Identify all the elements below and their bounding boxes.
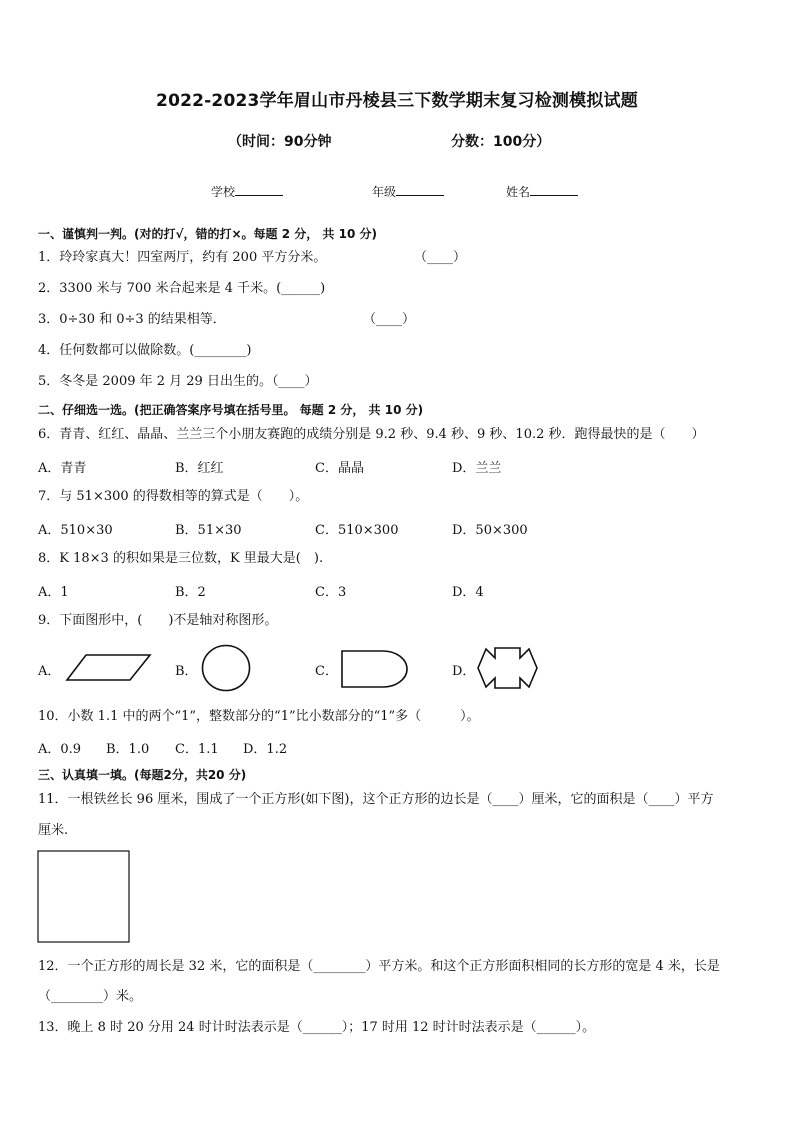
school-blank[interactable] [235,183,283,196]
q10-option-b[interactable]: B．1.0 [106,742,150,757]
school-field [211,183,283,200]
grade-label: 年级 [372,185,397,199]
question-2: 2．3300 米与 700 米合起来是 4 千米。(______) [38,281,326,296]
q6-option-d[interactable]: D．兰兰 [452,461,502,476]
section-choice-title: 二、仔细选一选。(把正确答案序号填在括号里。 每题 2 分， 共 10 分) [38,403,424,417]
q8-option-d[interactable]: D．4 [452,585,484,600]
q9-option-d[interactable]: D． [452,664,476,679]
arrow-cross-figure [475,643,541,693]
parallelogram-figure [64,652,154,684]
question-3: 3．0÷30 和 0÷3 的结果相等． [38,312,226,327]
grade-field [372,183,444,200]
square-figure [37,850,132,945]
q10-option-d[interactable]: D．1.2 [243,742,288,757]
exam-score: 分数：100分） [451,134,551,150]
q7-option-b[interactable]: B．51×30 [175,523,242,538]
semicircle-rectangle-figure [339,648,411,690]
q9-option-a[interactable]: A． [38,664,61,679]
q9-option-b[interactable]: B． [175,664,198,679]
q6-option-c[interactable]: C．晶晶 [315,461,364,476]
name-field [506,183,578,200]
question-9: 9．下面图形中，( )不是轴对称图形。 [38,613,278,628]
question-13: 13．晚上 8 时 20 分用 24 时计时法表示是（______）；17 时用 12 时计时法表示是（______）。 [38,1020,596,1035]
q8-option-a[interactable]: A．1 [38,585,69,600]
question-3-blank[interactable]: （____） [363,312,416,327]
circle-figure [200,643,254,693]
question-5: 5．冬冬是 2009 年 2 月 29 日出生的。（____） [38,374,318,389]
q10-option-c[interactable]: C．1.1 [175,742,219,757]
question-11-line-2: 厘米. [38,823,69,838]
question-7: 7．与 51×300 的得数相等的算式是（ ）。 [38,489,309,504]
q8-option-c[interactable]: C．3 [315,585,347,600]
q7-option-a[interactable]: A．510×30 [38,523,113,538]
section-judge-title: 一、谨慎判一判。(对的打√，错的打×。每题 2 分， 共 10 分) [38,227,377,241]
section-fill-title: 三、认真填一填。(每题2分，共20 分) [38,768,247,782]
q8-option-b[interactable]: B．2 [175,585,206,600]
grade-blank[interactable] [396,183,444,196]
q7-option-c[interactable]: C．510×300 [315,523,399,538]
page-title: 2022-2023学年眉山市丹棱县三下数学期末复习检测模拟试题 [156,91,638,111]
name-blank[interactable] [530,183,578,196]
question-12-line-1: 12．一个正方形的周长是 32 米，它的面积是（________）平方米。和这个正方形面积相同的长方形的宽是 4 米，长是 [38,959,720,974]
question-6: 6．青青、红红、晶晶、兰兰三个小朋友赛跑的成绩分别是 9.2 秒、9.4 秒、9 秒、10.2 秒．跑得最快的是（ ） [38,427,705,442]
question-1: 1．玲玲家真大！四室两厅，约有 200 平方分米。 [38,250,327,265]
question-11-line-1: 11．一根铁丝长 96 厘米，围成了一个正方形(如下图)，这个正方形的边长是（____）厘米，它的面积是（____）平方 [38,792,714,807]
q10-option-a[interactable]: A．0.9 [38,742,82,757]
q9-option-c[interactable]: C． [315,664,338,679]
question-4: 4．任何数都可以做除数。(________) [38,343,252,358]
exam-time: （时间：90分钟 [228,134,332,150]
name-label: 姓名 [506,185,531,199]
question-10: 10．小数 1.1 中的两个“1”，整数部分的“1”比小数部分的“1”多（ ）。 [38,709,480,724]
q6-option-a[interactable]: A．青青 [38,461,87,476]
school-label: 学校 [211,185,236,199]
q6-option-b[interactable]: B．红红 [175,461,224,476]
question-1-blank[interactable]: （____） [414,250,467,265]
question-8: 8．K 18×3 的积如果是三位数，K 里最大是( ). [38,551,324,566]
q7-option-d[interactable]: D．50×300 [452,523,528,538]
question-12-line-2: （________）米。 [38,989,143,1004]
